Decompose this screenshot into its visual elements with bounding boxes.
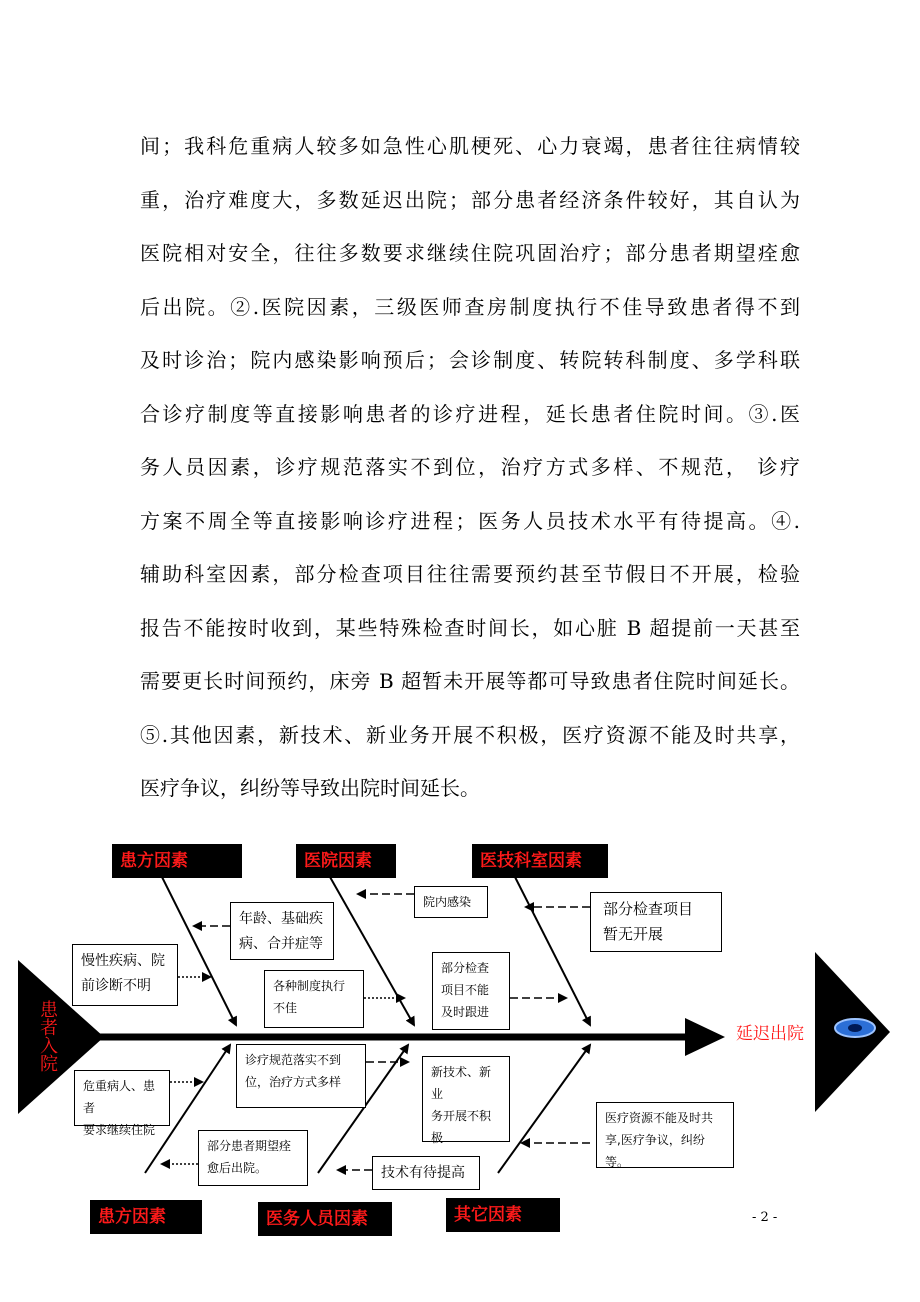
eye-pupil-icon bbox=[848, 1024, 862, 1032]
category-medtech: 医技科室因素 bbox=[472, 844, 608, 878]
text-line: 重，治疗难度大，多数延迟出院；部分患者经济条件较好，其自认为 bbox=[140, 187, 800, 212]
box-infection: 院内感染 bbox=[414, 886, 488, 918]
category-other: 其它因素 bbox=[446, 1198, 560, 1232]
text-line: ⑤.其他因素，新技术、新业务开展不积极，医疗资源不能及时共享， bbox=[140, 722, 800, 747]
fishbone-diagram bbox=[0, 830, 920, 1250]
box-system: 各种制度执行 不佳 bbox=[264, 970, 364, 1028]
bone-other bbox=[498, 1045, 590, 1173]
head-label: 患者入院 bbox=[37, 1000, 58, 1072]
box-check-unavailable: 部分检查项目 暂无开展 bbox=[590, 892, 722, 952]
category-staff: 医务人员因素 bbox=[258, 1202, 392, 1236]
tail-label: 延迟出院 bbox=[736, 1024, 804, 1044]
body-paragraph bbox=[140, 120, 800, 816]
bone-medtech bbox=[515, 877, 590, 1025]
box-resources: 医疗资源不能及时共 享,医疗争议，纠纷等。 bbox=[596, 1102, 734, 1168]
box-skill: 技术有待提高 bbox=[372, 1156, 480, 1190]
text-line: 及时诊治；院内感染影响预后；会诊制度、转院转科制度、多学科联 bbox=[140, 348, 800, 372]
box-wish: 部分患者期望痊 愈后出院。 bbox=[198, 1130, 308, 1186]
text-line: 医院相对安全，往往多数要求继续住院巩固治疗；部分患者期望痊愈 bbox=[140, 241, 800, 265]
box-critical: 危重病人、患者 要求继续住院 bbox=[74, 1070, 170, 1126]
text-line: 务人员因素，诊疗规范落实不到位，治疗方式多样、不规范， 诊疗 bbox=[140, 455, 800, 479]
text-line: 方案不周全等直接影响诊疗进程；医务人员技术水平有待提高。④. bbox=[140, 508, 800, 533]
box-check-delay: 部分检查 项目不能 及时跟进 bbox=[432, 952, 510, 1030]
spine-arrowhead bbox=[685, 1018, 725, 1056]
text-line: 需要更长时间预约，床旁 B 超暂未开展等都可导致患者住院时间延长。 bbox=[140, 669, 800, 693]
box-age-disease: 年龄、基础疾 病、合并症等 bbox=[230, 902, 334, 960]
category-hospital: 医院因素 bbox=[296, 844, 396, 878]
text-line: 辅助科室因素，部分检查项目往往需要预约甚至节假日不开展，检验 bbox=[140, 562, 800, 586]
category-patient-top: 患方因素 bbox=[112, 844, 242, 878]
category-patient-bottom: 患方因素 bbox=[90, 1200, 202, 1234]
text-line: 医疗争议，纠纷等导致出院时间延长。 bbox=[140, 776, 480, 800]
text-line: 后出院。②.医院因素，三级医师查房制度执行不佳导致患者得不到 bbox=[140, 294, 800, 319]
box-norms: 诊疗规范落实不到 位，治疗方式多样 bbox=[236, 1044, 366, 1108]
text-line: 报告不能按时收到，某些特殊检查时间长，如心脏 B 超提前一天甚至 bbox=[140, 615, 800, 640]
box-chronic: 慢性疾病、院 前诊断不明 bbox=[72, 944, 178, 1006]
text-line: 间；我科危重病人较多如急性心肌梗死、心力衰竭，患者往往病情较 bbox=[140, 134, 800, 158]
page-number: - 2 - bbox=[752, 1210, 778, 1225]
text-line: 合诊疗制度等直接影响患者的诊疗进程，延长患者住院时间。③.医 bbox=[140, 401, 800, 426]
box-newtech: 新技术、新业 务开展不积 极 bbox=[422, 1056, 510, 1142]
